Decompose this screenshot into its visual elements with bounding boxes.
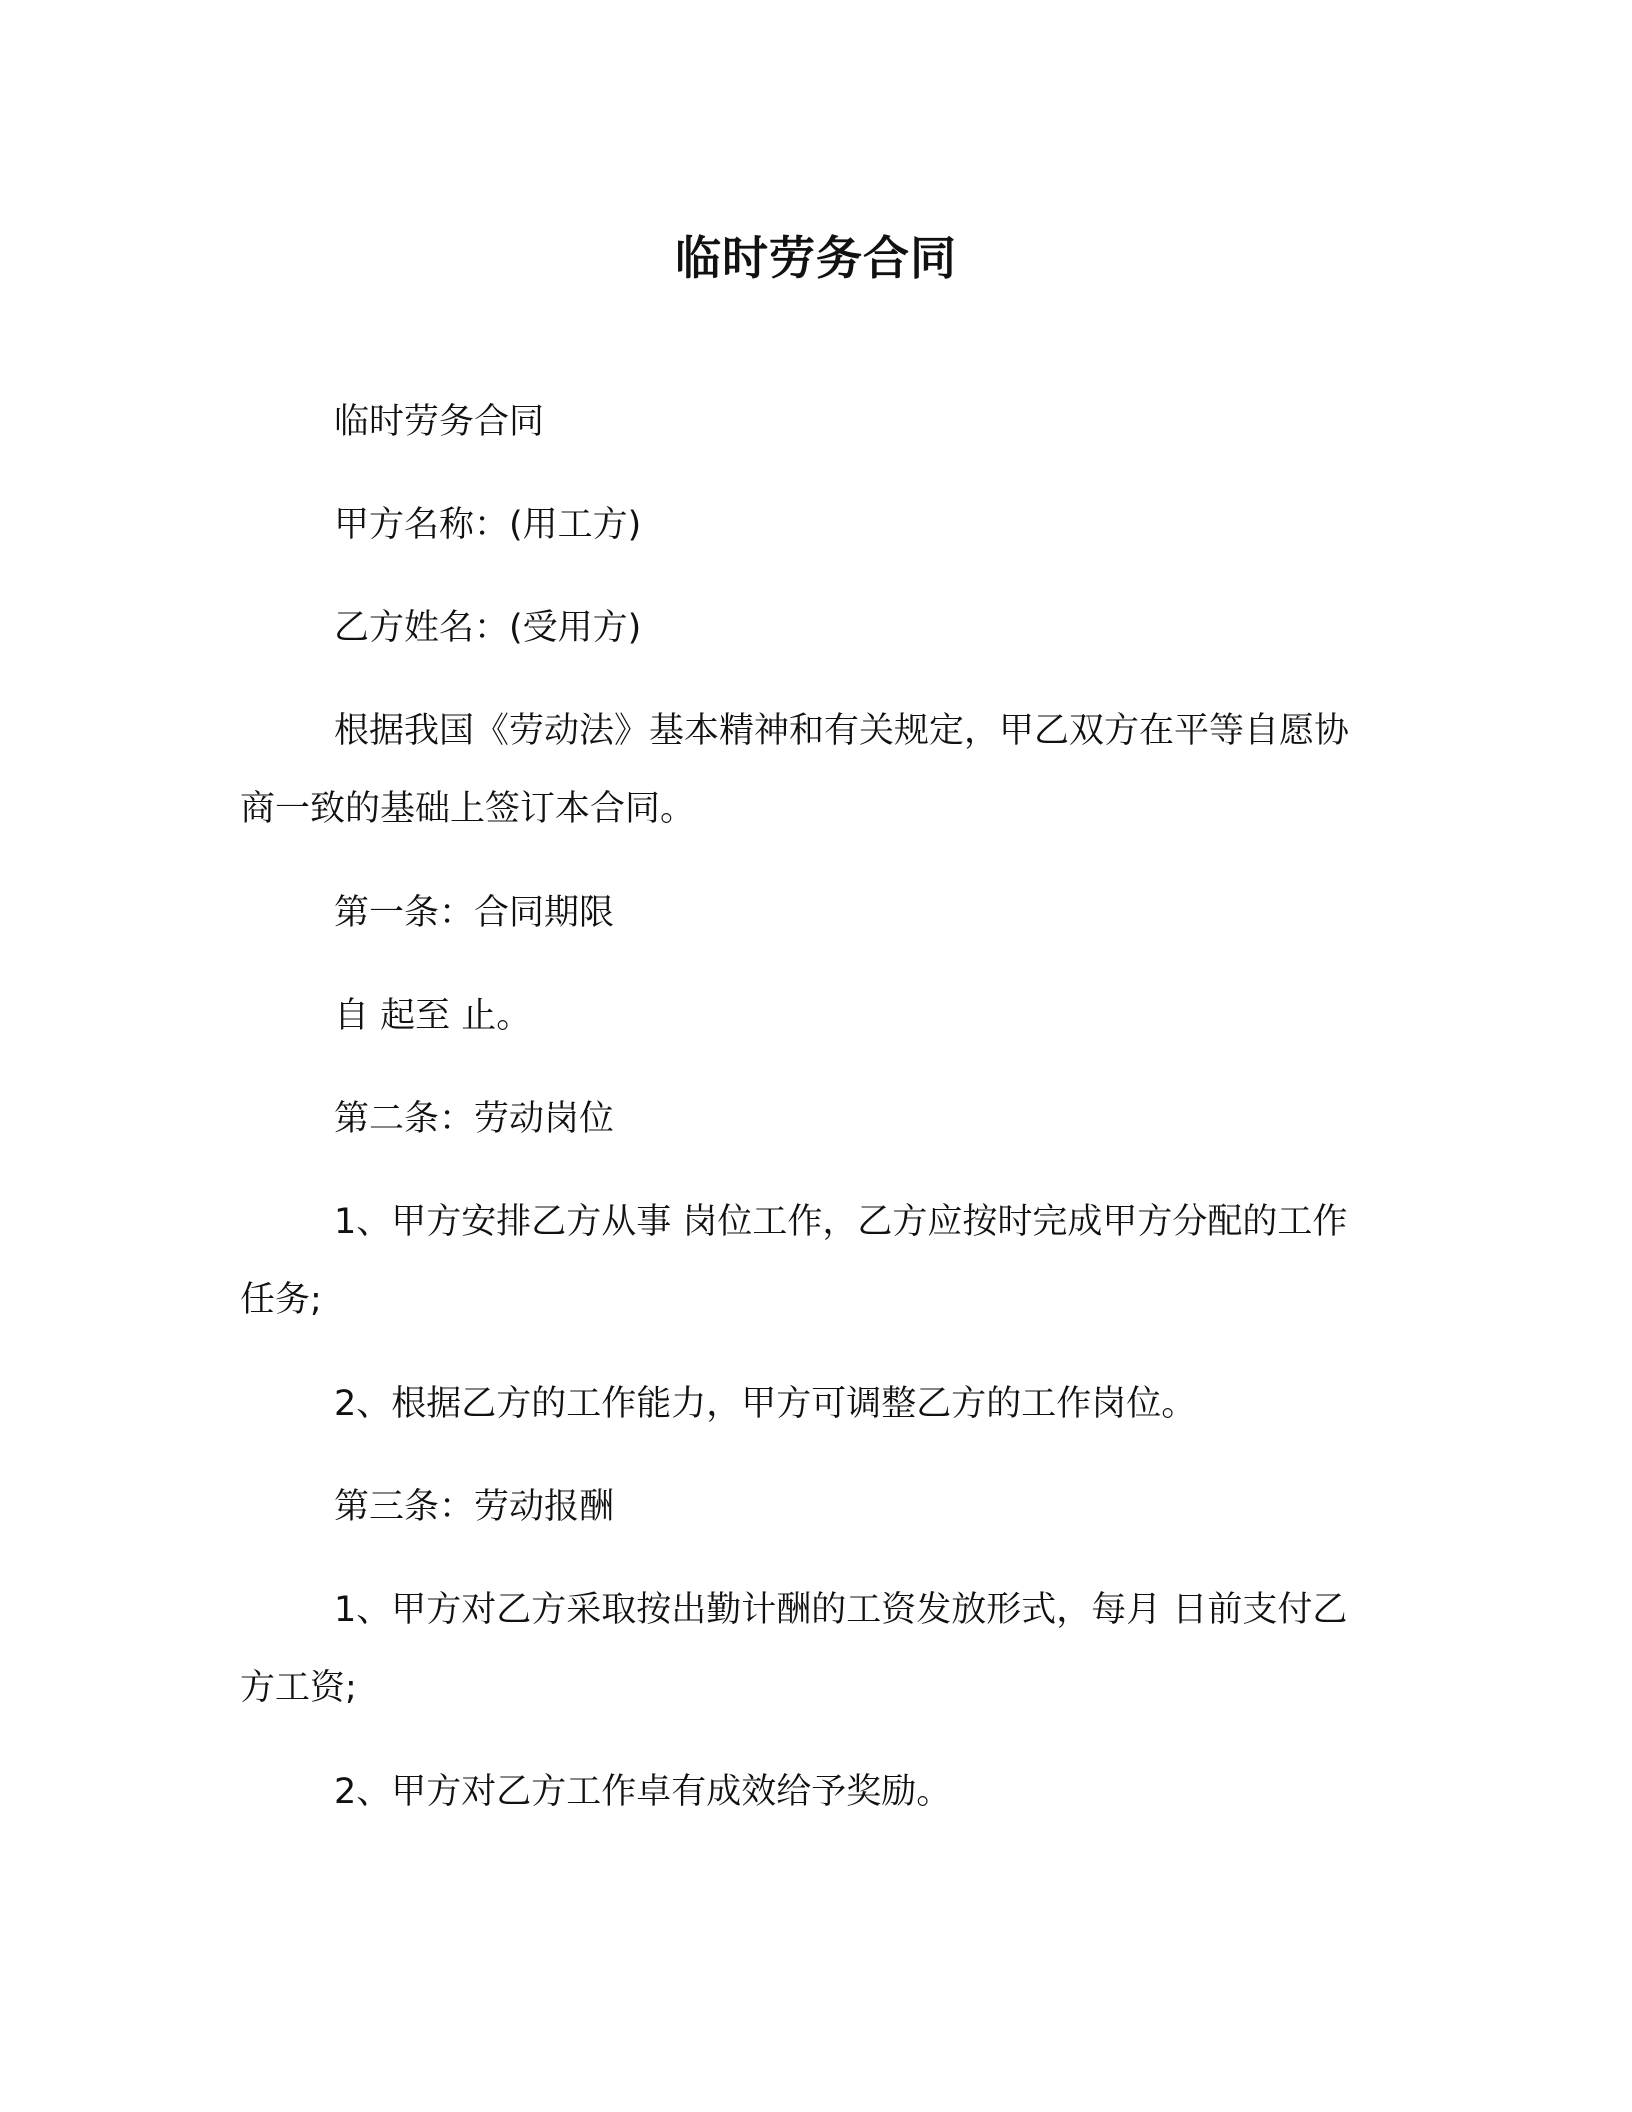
paragraph-party-a: 甲方名称：(用工方) [334,505,642,545]
paragraph-subtitle: 临时劳务合同 [334,402,545,442]
paragraph-article-3-heading: 第三条：劳动报酬 [334,1487,615,1527]
paragraph-party-b: 乙方姓名：(受用方) [334,608,642,648]
paragraph-article-1-term: 自 起至 止。 [334,996,532,1036]
paragraph-article-3-item-1: 1、甲方对乙方采取按出勤计酬的工资发放形式，每月 日前支付乙方工资; [240,1590,1348,1708]
paragraph-article-2-heading: 第二条：劳动岗位 [334,1099,615,1139]
paragraph-article-2-item-2: 2、根据乙方的工作能力，甲方可调整乙方的工作岗位。 [334,1384,1197,1424]
paragraph-article-3-item-2: 2、甲方对乙方工作卓有成效给予奖励。 [334,1772,952,1812]
document-title: 临时劳务合同 [675,231,957,285]
paragraph-article-1-heading: 第一条：合同期限 [334,893,615,933]
paragraph-article-2-item-1: 1、甲方安排乙方从事 岗位工作，乙方应按时完成甲方分配的工作任务; [240,1202,1348,1320]
paragraph-preamble: 根据我国《劳动法》基本精神和有关规定，甲乙双方在平等自愿协商一致的基础上签订本合同。 [240,711,1350,829]
